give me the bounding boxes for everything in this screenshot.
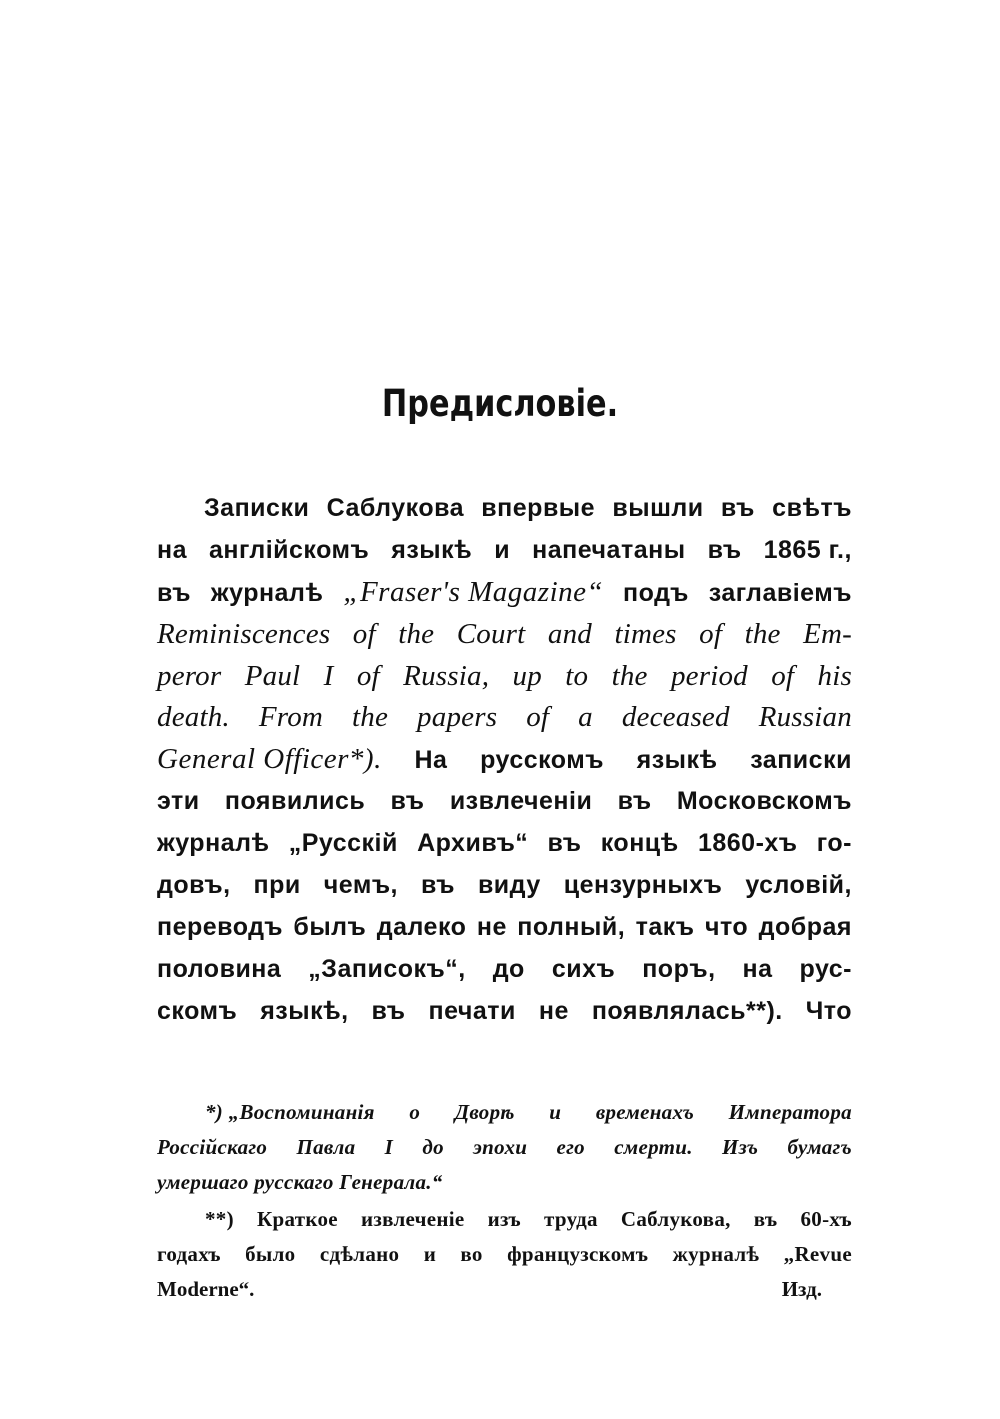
footnote-line bbox=[157, 1202, 852, 1237]
word: Россійскаго bbox=[157, 1135, 268, 1159]
word: не bbox=[538, 996, 569, 1025]
word: го- bbox=[816, 829, 852, 858]
word: появлялась**). bbox=[591, 996, 783, 1025]
word: журналѣ bbox=[210, 578, 324, 607]
word: въ bbox=[720, 494, 755, 522]
word: свѣтъ bbox=[772, 494, 852, 522]
body-line bbox=[157, 823, 852, 865]
word: о bbox=[409, 1100, 421, 1124]
word: times bbox=[614, 617, 677, 650]
word: Дворѣ bbox=[454, 1100, 515, 1124]
preface-body bbox=[157, 488, 852, 1033]
word: добрая bbox=[758, 912, 852, 941]
word: заглавіемъ bbox=[708, 578, 852, 607]
word: далеко bbox=[376, 912, 467, 941]
word: языкѣ bbox=[391, 535, 473, 564]
word: Саблукова bbox=[326, 494, 465, 522]
word: the bbox=[352, 701, 389, 734]
word: въ bbox=[753, 1207, 778, 1231]
footnote-end: Moderne“. bbox=[157, 1277, 255, 1301]
word: 60-хъ bbox=[800, 1207, 852, 1231]
footnote-line bbox=[157, 1130, 852, 1165]
word: the bbox=[398, 617, 435, 650]
word: изъ bbox=[487, 1207, 521, 1231]
word: his bbox=[817, 659, 852, 692]
word: of bbox=[352, 617, 376, 650]
word: эпохи bbox=[473, 1135, 528, 1159]
word: былъ bbox=[293, 912, 367, 941]
word: peror bbox=[157, 659, 222, 692]
word: of bbox=[526, 701, 550, 734]
footnotes bbox=[157, 1095, 852, 1307]
footnote-line bbox=[157, 1237, 852, 1272]
word: подъ bbox=[623, 578, 689, 607]
word: From bbox=[258, 701, 324, 734]
word: на bbox=[157, 535, 188, 564]
word: *) „Воспоминанія bbox=[205, 1100, 375, 1124]
word: эти bbox=[157, 787, 200, 816]
word: на bbox=[742, 954, 773, 983]
word: „Русскій bbox=[288, 829, 398, 858]
word: поръ, bbox=[642, 954, 716, 983]
word: довъ, bbox=[157, 871, 231, 900]
publisher-signature: Изд. bbox=[781, 1277, 822, 1301]
word: of bbox=[699, 617, 723, 650]
word: Что bbox=[805, 996, 852, 1025]
word: языкѣ, bbox=[260, 996, 349, 1025]
word: французскомъ bbox=[507, 1242, 649, 1266]
word: половина bbox=[157, 954, 282, 983]
word: смерти. bbox=[614, 1135, 693, 1159]
word: до bbox=[492, 954, 525, 983]
word: вышли bbox=[612, 494, 704, 522]
word: во bbox=[460, 1242, 483, 1266]
word: Em- bbox=[803, 617, 852, 650]
word: papers bbox=[417, 701, 498, 734]
word: death. bbox=[157, 701, 230, 734]
body-line bbox=[157, 614, 852, 656]
word: напечатаны bbox=[532, 535, 686, 564]
word: чемъ, bbox=[323, 871, 399, 900]
word: концѣ bbox=[600, 829, 679, 858]
word: бумагъ bbox=[787, 1135, 852, 1159]
word: of bbox=[356, 659, 380, 692]
word: a bbox=[578, 701, 593, 734]
word: deceased bbox=[621, 701, 730, 734]
word: извлеченіе bbox=[360, 1207, 465, 1231]
word: и bbox=[549, 1100, 562, 1124]
page-title: Предисловіе. bbox=[381, 382, 619, 425]
word: извлеченіи bbox=[449, 787, 593, 816]
word: Краткое bbox=[256, 1207, 338, 1231]
word: въ bbox=[617, 787, 652, 816]
word: рус- bbox=[799, 954, 852, 983]
body-line bbox=[157, 739, 852, 781]
word: Саблукова, bbox=[620, 1207, 731, 1231]
word: Павла bbox=[296, 1135, 356, 1159]
word: 1860-хъ bbox=[697, 829, 798, 858]
word: журналѣ bbox=[672, 1242, 760, 1266]
word: Russian bbox=[758, 701, 852, 734]
word: англійскомъ bbox=[209, 535, 370, 564]
word: Московскомъ bbox=[676, 787, 852, 816]
word: въ bbox=[707, 535, 742, 564]
word: Reminiscences bbox=[157, 617, 331, 650]
word: the bbox=[611, 659, 648, 692]
word: Paul bbox=[244, 659, 301, 692]
word: I bbox=[323, 659, 334, 692]
word: На bbox=[414, 746, 448, 775]
word: period bbox=[670, 659, 748, 692]
word: что bbox=[704, 912, 749, 941]
word: Court bbox=[456, 617, 526, 650]
word: to bbox=[565, 659, 589, 692]
body-line bbox=[157, 865, 852, 907]
word: его bbox=[556, 1135, 585, 1159]
word: умершаго русскаго Генерала.“ bbox=[157, 1170, 443, 1194]
word: „Fraser's Magazine“ bbox=[343, 575, 604, 608]
word: русскомъ bbox=[480, 746, 604, 775]
word: Russia, bbox=[403, 659, 490, 692]
word: и bbox=[423, 1242, 437, 1266]
body-line bbox=[157, 656, 852, 698]
word: печати bbox=[428, 996, 516, 1025]
word: сдѣлано bbox=[319, 1242, 400, 1266]
word: **) bbox=[205, 1207, 234, 1231]
word: Императора bbox=[728, 1100, 852, 1124]
word: Изъ bbox=[722, 1135, 759, 1159]
word: I bbox=[384, 1135, 394, 1159]
word: „Записокъ“, bbox=[308, 954, 466, 983]
word: не bbox=[476, 912, 507, 941]
word: the bbox=[744, 617, 781, 650]
footnote-line bbox=[157, 1095, 852, 1130]
word: записки bbox=[750, 746, 852, 775]
word: такъ bbox=[635, 912, 695, 941]
word: въ bbox=[157, 578, 191, 607]
footnote-last-line bbox=[157, 1272, 852, 1307]
word: and bbox=[547, 617, 592, 650]
word: сихъ bbox=[551, 954, 616, 983]
word: труда bbox=[544, 1207, 598, 1231]
word: полный, bbox=[517, 912, 626, 941]
word: up bbox=[512, 659, 542, 692]
word: въ bbox=[371, 996, 406, 1025]
word: въ bbox=[547, 829, 582, 858]
body-line bbox=[157, 488, 852, 530]
word: въ bbox=[390, 787, 425, 816]
body-line bbox=[157, 781, 852, 823]
word: of bbox=[771, 659, 795, 692]
word: переводъ bbox=[157, 912, 283, 941]
word: впервые bbox=[481, 494, 596, 522]
word: при bbox=[253, 871, 301, 900]
body-line bbox=[157, 907, 852, 949]
word: языкѣ bbox=[636, 746, 718, 775]
word: Архивъ“ bbox=[417, 829, 529, 858]
body-line bbox=[157, 949, 852, 991]
word: и bbox=[494, 535, 511, 564]
body-line bbox=[157, 572, 852, 614]
body-line bbox=[157, 697, 852, 739]
word: цензурныхъ bbox=[563, 871, 723, 900]
word: условій, bbox=[745, 871, 852, 900]
word: General Officer*). bbox=[157, 743, 382, 776]
word: въ bbox=[420, 871, 455, 900]
word: было bbox=[245, 1242, 296, 1266]
footnote-line bbox=[157, 1165, 852, 1200]
word: журналѣ bbox=[157, 829, 270, 858]
word: годахъ bbox=[157, 1242, 221, 1266]
body-line bbox=[157, 991, 852, 1033]
word: Записки bbox=[204, 494, 310, 522]
word: „Revue bbox=[783, 1242, 852, 1266]
word: появились bbox=[224, 787, 366, 816]
body-line bbox=[157, 530, 852, 572]
word: временахъ bbox=[595, 1100, 695, 1124]
word: до bbox=[422, 1135, 444, 1159]
word: скомъ bbox=[157, 996, 238, 1025]
word: 1865 г., bbox=[763, 535, 852, 564]
word: виду bbox=[477, 871, 541, 900]
